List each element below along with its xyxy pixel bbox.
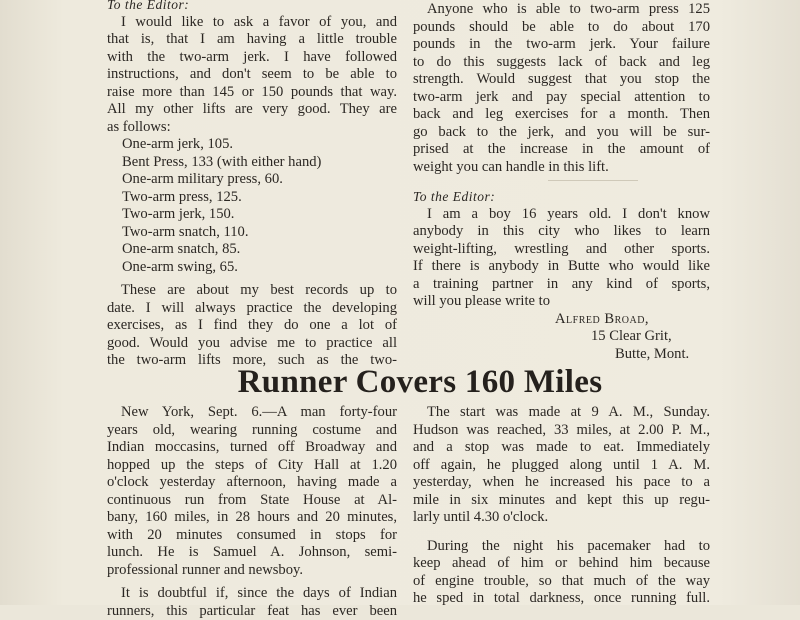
text-line: The start was made at 9 A. M., Sunday. bbox=[413, 404, 710, 422]
signature-address: 15 Clear Grit, bbox=[413, 328, 710, 346]
text-line: with the two-arm jerk. I have followed bbox=[107, 49, 397, 67]
lift-record-item: Two-arm snatch, 110. bbox=[107, 224, 397, 242]
text-line: the two-arm lifts more, such as the two- bbox=[107, 352, 397, 370]
text-line: to do this suggests lack of back and leg bbox=[413, 54, 710, 72]
text-line: yesterday, when he increased his pace to a bbox=[413, 474, 710, 492]
text-line: prised at the increase in the amount of bbox=[413, 141, 710, 159]
article-headline: Runner Covers 160 Miles bbox=[100, 364, 740, 401]
letter-body bbox=[413, 206, 710, 311]
article-right-column bbox=[413, 404, 710, 608]
article-paragraph bbox=[107, 585, 397, 620]
reply-paragraph bbox=[413, 1, 710, 176]
article-paragraph bbox=[413, 404, 710, 527]
letter-closing bbox=[107, 282, 397, 370]
text-line: a training partner in any kind of sports, bbox=[413, 276, 710, 294]
salutation: To the Editor: bbox=[413, 188, 710, 206]
text-line: All my other lifts are very good. They are bbox=[107, 101, 397, 119]
text-line: with 20 minutes consumed in stops for bbox=[107, 527, 397, 545]
text-line: exercises, as I find they do one a lot of bbox=[107, 317, 397, 335]
text-line: During the night his pacemaker had to bbox=[413, 538, 710, 556]
letter-intro bbox=[107, 14, 397, 137]
letter-to-editor-weightlifting bbox=[107, 0, 397, 370]
salutation: To the Editor: bbox=[107, 0, 397, 14]
text-line: bany, 160 miles, in 28 hours and 20 minutes, bbox=[107, 509, 397, 527]
text-line: Hudson was reached, 33 miles, at 2.00 P. M., bbox=[413, 422, 710, 440]
lift-record-item: One-arm snatch, 85. bbox=[107, 241, 397, 259]
text-line: Indian moccasins, turned off Broadway and bbox=[107, 439, 397, 457]
text-line: go back to the jerk, and you will be sur- bbox=[413, 124, 710, 142]
lift-record-item: Two-arm press, 125. bbox=[107, 189, 397, 207]
text-line: weight-lifting, wrestling and other sports. bbox=[413, 241, 710, 259]
lift-record-item: One-arm military press, 60. bbox=[107, 171, 397, 189]
article-paragraph bbox=[413, 538, 710, 608]
text-line: of engine trouble, so that much of the way bbox=[413, 573, 710, 591]
text-line: instructions, and don't seem to be able to bbox=[107, 66, 397, 84]
text-line: continuous run from State House at Al- bbox=[107, 492, 397, 510]
text-line: strength. Would suggest that you stop the bbox=[413, 71, 710, 89]
text-line: runners, this particular feat has ever been bbox=[107, 603, 397, 620]
lift-record-item: Bent Press, 133 (with either hand) bbox=[107, 154, 397, 172]
text-line: Anyone who is able to two-arm press 125 bbox=[413, 1, 710, 19]
editor-reply bbox=[413, 1, 710, 176]
text-line: date. I will always practice the developing bbox=[107, 300, 397, 318]
text-line: These are about my best records up to bbox=[107, 282, 397, 300]
text-line: If there is anybody in Butte who would like bbox=[413, 258, 710, 276]
text-line: years old, wearing running costume and bbox=[107, 422, 397, 440]
text-line: professional runner and newsboy. bbox=[107, 562, 397, 580]
lift-record-item: Two-arm jerk, 150. bbox=[107, 206, 397, 224]
signature-name: Alfred Broad, bbox=[413, 311, 710, 329]
signature-city: Butte, Mont. bbox=[413, 346, 710, 364]
text-line: will you please write to bbox=[413, 293, 710, 311]
text-line: good. Would you advise me to practice all bbox=[107, 335, 397, 353]
text-line: New York, Sept. 6.—A man forty-four bbox=[107, 404, 397, 422]
letter-to-editor-partner bbox=[413, 188, 710, 363]
text-line: back and leg exercises for a month. Then bbox=[413, 106, 710, 124]
lift-record-item: One-arm swing, 65. bbox=[107, 259, 397, 277]
text-line: off again, he plugged along until 1 A. M. bbox=[413, 457, 710, 475]
text-line: o'clock yesterday afternoon, having made a bbox=[107, 474, 397, 492]
text-line: I would like to ask a favor of you, and bbox=[107, 14, 397, 32]
lift-records-list bbox=[107, 136, 397, 276]
text-line: I am a boy 16 years old. I don't know bbox=[413, 206, 710, 224]
text-line: pounds should be able to do about 170 bbox=[413, 19, 710, 37]
section-divider bbox=[548, 180, 638, 181]
text-line: weight you can handle in this lift. bbox=[413, 159, 710, 177]
text-line: pounds in the two-arm jerk. Your failure bbox=[413, 36, 710, 54]
text-line: mile in six minutes and kept this up regu- bbox=[413, 492, 710, 510]
lift-record-item: One-arm jerk, 105. bbox=[107, 136, 397, 154]
text-line: anybody in this city who likes to learn bbox=[413, 223, 710, 241]
text-line: two-arm jerk and pay special attention to bbox=[413, 89, 710, 107]
text-line: It is doubtful if, since the days of Indian bbox=[107, 585, 397, 603]
text-line: larly until 4.30 o'clock. bbox=[413, 509, 710, 527]
text-line: lunch. He is Samuel A. Johnson, semi- bbox=[107, 544, 397, 562]
text-line: keep ahead of him or behind him because bbox=[413, 555, 710, 573]
article-paragraph bbox=[107, 404, 397, 579]
article-left-column bbox=[107, 404, 397, 620]
text-line: and a stop was made to eat. Immediately bbox=[413, 439, 710, 457]
text-line: he sped in total darkness, once running full. bbox=[413, 590, 710, 608]
text-line: raise more than 145 or 150 pounds that way. bbox=[107, 84, 397, 102]
text-line: that is, that I am having a little trouble bbox=[107, 31, 397, 49]
text-line: hopped up the steps of City Hall at 1.20 bbox=[107, 457, 397, 475]
text-line: as follows: bbox=[107, 119, 397, 137]
